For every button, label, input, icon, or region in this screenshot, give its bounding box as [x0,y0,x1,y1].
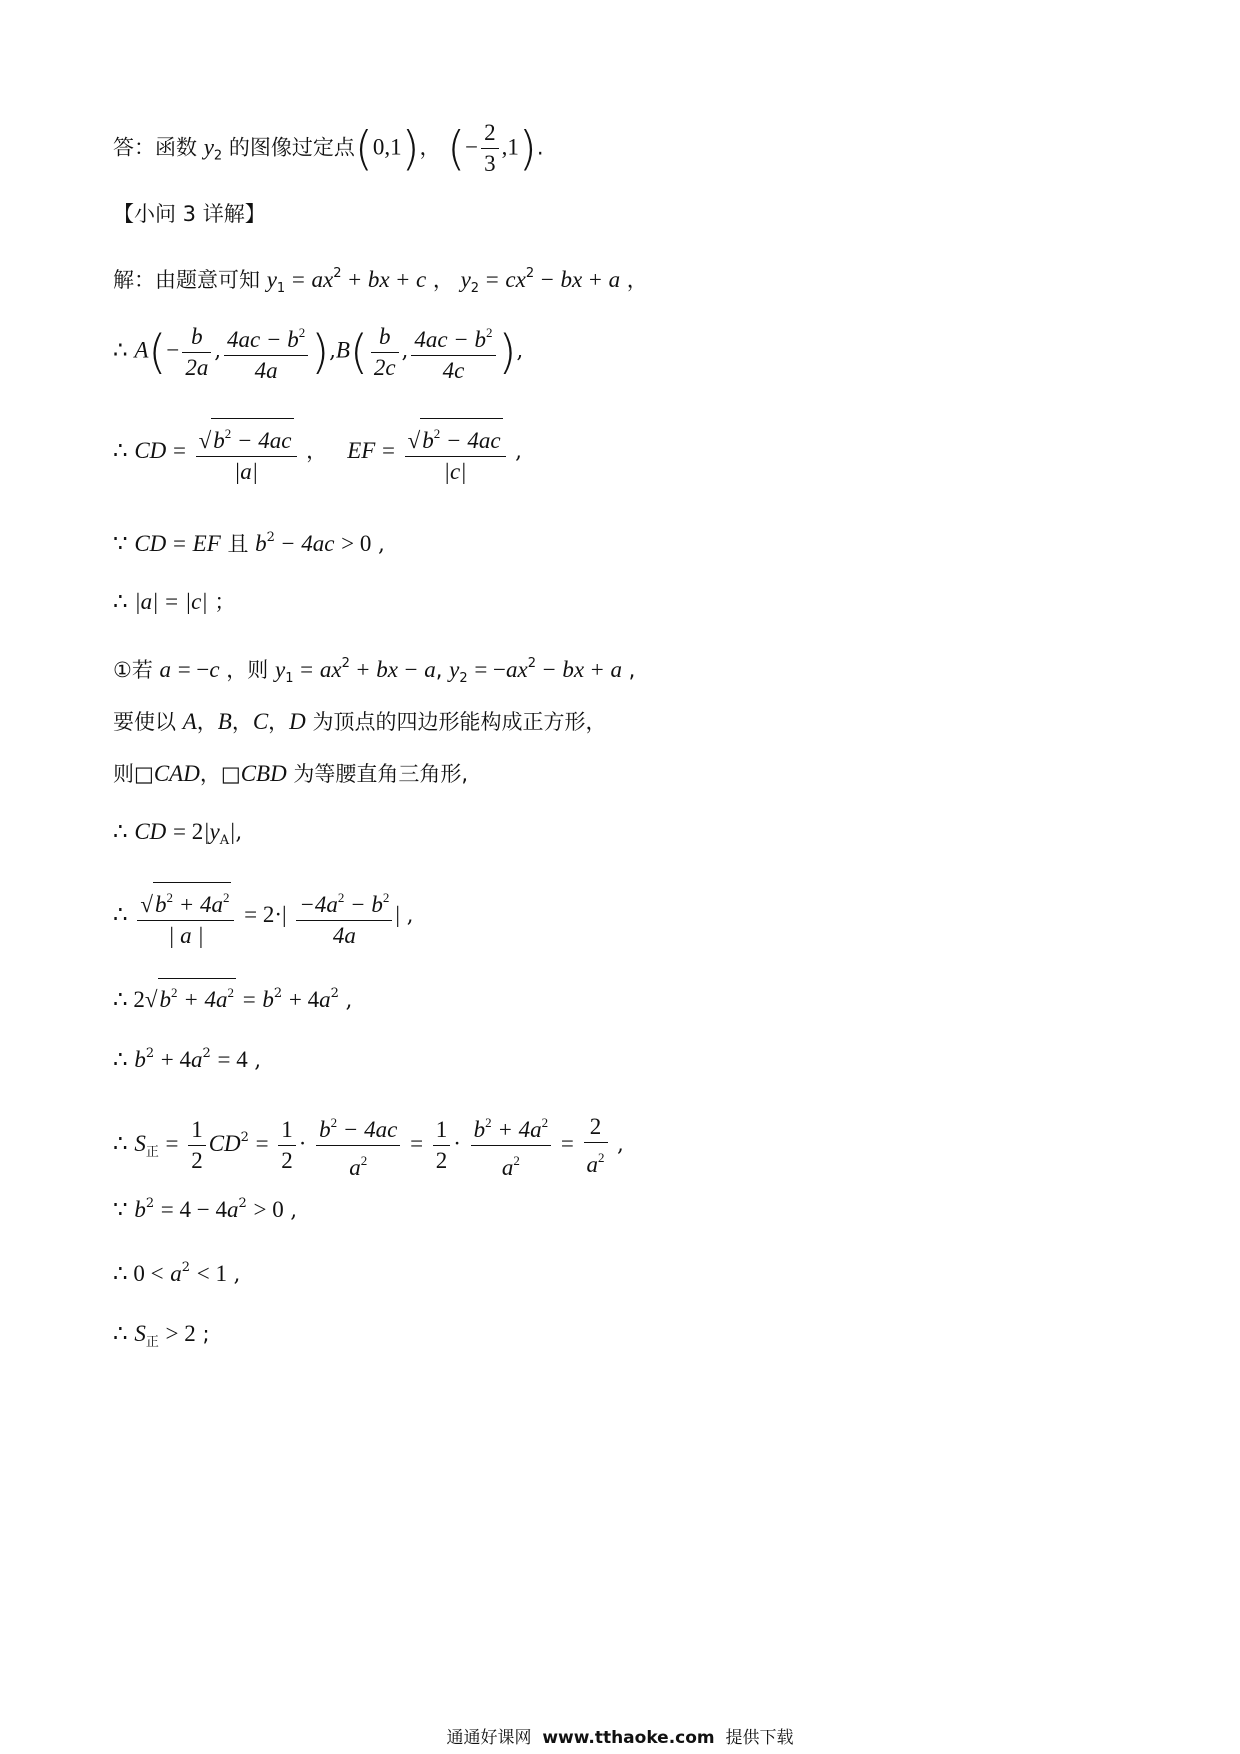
case1-line: ①若 a = −c ，则 $y_1 = ax^2$ + bx − a, $y_2 = -ax^2$ − bx + a , [113,656,636,686]
footer-download: 提供下载 [725,1728,794,1748]
answer-line: 答：函数 $y_2$ 的图像过定点(0,1)， (− $\frac{2}{3}$ ,1). [113,120,544,176]
line-abs: ∴ |a| = |c| ； [113,589,236,614]
section-heading: 【小问 3 详解】 [113,202,266,226]
line-eq1: ∴ $\frac{√b^2 + 4a^2}{| a |}$ = 2·| $\frac{-4a^2 - b^2}{4a}$ | , [113,882,413,951]
footer-url-link[interactable]: www.tthaoke.com [542,1728,715,1748]
line-area: ∴ $S_正$ = $\frac{1}{2}$ $CD^2$ = $\frac{1}{2}$ · $\frac{b^2 - 4ac}{a^2}$ = $\frac{1}{2}$ · $\frac{b^2 + 4a^2}{a^2}$ = $\frac{2}{a^2}$ , [113,1108,624,1183]
line-cd2: ∴ CD = $2|y_A|$, [113,819,243,848]
case1-text1: 要使以 A，B，C，D 为顶点的四边形能构成正方形， [113,709,607,734]
line-because: ∵ CD = EF 且 $b^2 - 4ac > 0$ , [113,530,385,556]
line-final: ∴ $S_正 > 2$ ; [113,1321,210,1350]
line-range: ∴ $0 < a^2 < 1$ , [113,1260,241,1286]
footer-site-name: 通通好课网 [446,1728,532,1748]
line-a-b: ∴ A(− $\frac{b}{2a}$ , $\frac{4ac - b^2}{4a}$ ),B( $\frac{b}{2c}$ , $\frac{4ac - b^2}{4c}$ ), [113,318,523,386]
line-eq2: ∴ $2√b^2 + 4a^2 = b^2 + 4a^2$ , [113,978,352,1014]
case1-text2: 则□CAD，□CBD 为等腰直角三角形, [113,761,469,786]
line-cd-ef: ∴ CD = $\frac{√b^2 - 4ac}{|a|}$ ， EF = $\frac{√b^2 - 4ac}{|c|}$ , [113,418,522,487]
line-b2: ∵ $b^2 = 4 - 4a^2 > 0$ , [113,1196,298,1222]
solution-intro: 解：由题意可知 $y_1 = ax^2$ + bx + c ， $y_2 = cx^2$ − bx + a ， [113,266,648,296]
page-footer [0,1723,1240,1748]
line-eq3: ∴ $b^2 + 4a^2 = 4$ , [113,1046,262,1072]
